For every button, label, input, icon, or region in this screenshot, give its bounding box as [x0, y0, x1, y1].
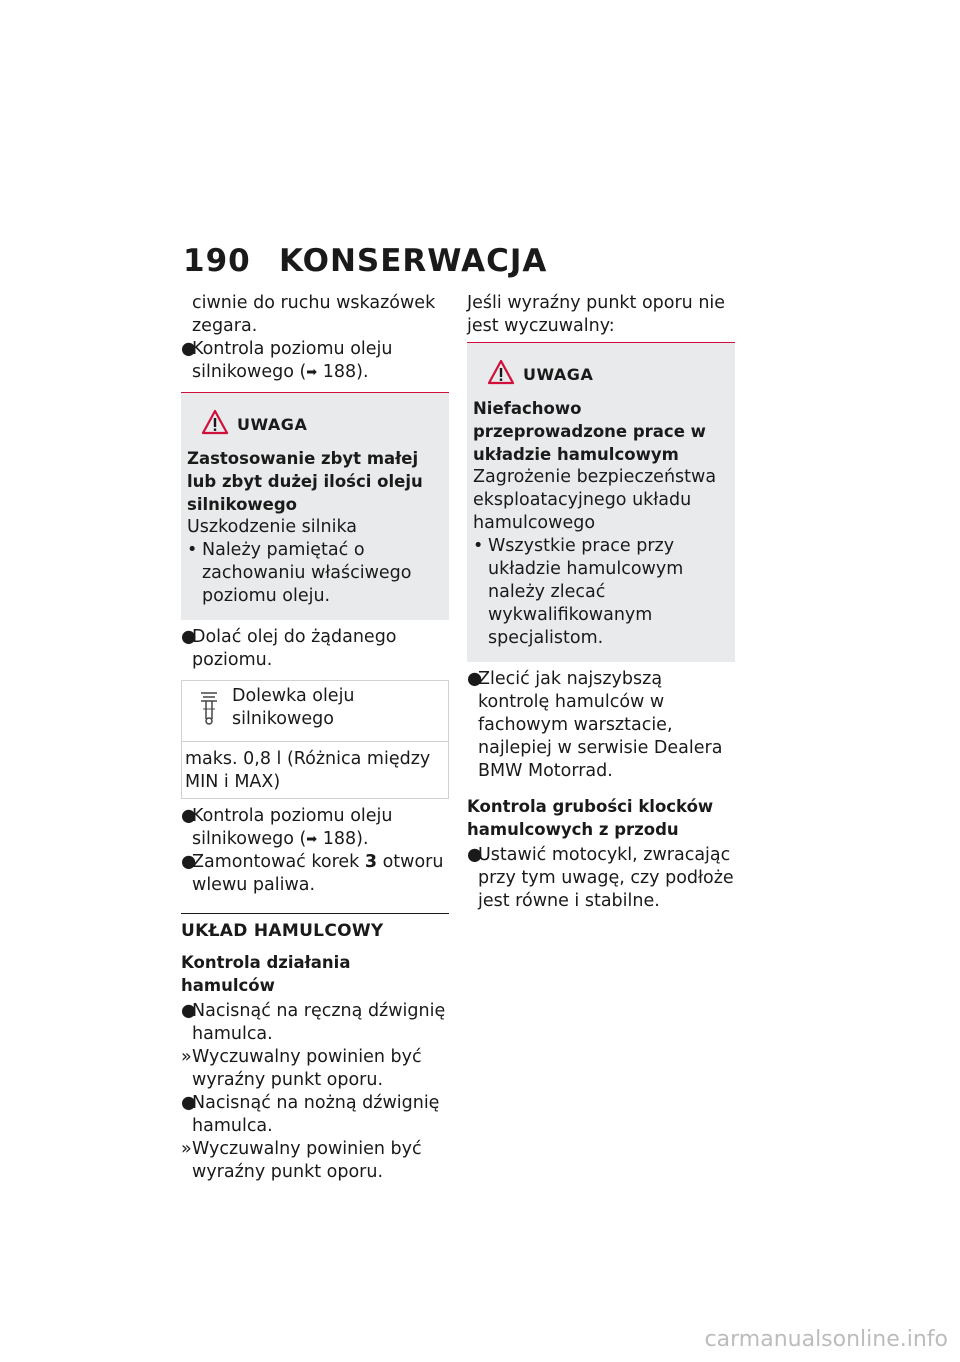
list-item: ● Kontrola poziomu oleju silnikowego (➡ 188).: [181, 806, 393, 849]
bullet-icon: ●: [181, 627, 197, 647]
result-item: » Wyczuwalny powinien być wyraźny punkt oporu.: [181, 1047, 422, 1090]
warning-box: [467, 342, 735, 662]
reference-arrow-icon: ➡: [306, 832, 318, 847]
warning-title: Niefachowo przeprowadzone prace w układzie hamulcowym: [473, 399, 706, 464]
page-title: KONSERWACJA: [279, 243, 548, 279]
result-item: » Wyczuwalny powinien być wyraźny punkt oporu.: [181, 1139, 422, 1182]
section-title: UKŁAD HAMULCOWY: [181, 921, 384, 941]
list-item: ● Zamontować korek 3 otworu wlewu paliwa.: [181, 852, 444, 895]
warning-box: [181, 392, 449, 620]
list-item: ● Kontrola poziomu oleju silnikowego (➡ 188).: [181, 339, 393, 382]
bullet-icon: ●: [467, 845, 483, 865]
bullet-icon: ●: [181, 339, 197, 359]
step-item: ● Nacisnąć na nożną dźwignię hamulca.: [181, 1093, 440, 1136]
watermark: carmanualsonline.info: [704, 1327, 948, 1352]
intro-text: Jeśli wyraźny punkt oporu nie jest wyczuwalny:: [467, 293, 726, 336]
result-arrow-icon: »: [181, 1047, 192, 1067]
list-item: ● Zlecić jak najszybszą kontrolę hamulców w fachowym warsztacie, najlepiej w serwisie Dealera BMW Motorrad.: [467, 669, 723, 781]
subsection-title: Kontrola grubości klocków hamulcowych z przodu: [467, 797, 714, 839]
page-header: [183, 243, 547, 279]
page-number: 190: [183, 243, 251, 279]
bullet-icon: ●: [181, 1001, 197, 1021]
bullet-icon: ●: [181, 806, 197, 826]
page-reference[interactable]: 188).: [322, 829, 369, 849]
reference-arrow-icon: ➡: [306, 365, 318, 380]
result-arrow-icon: »: [181, 1139, 192, 1159]
warning-label: UWAGA: [237, 415, 308, 434]
warning-triangle-icon: [487, 359, 515, 385]
list-item: ● Ustawić motocykl, zwracając przy tym uwagę, czy podłoże jest równe i stabilne.: [467, 845, 734, 911]
section-divider: [181, 913, 449, 943]
spec-label: Dolewka oleju silnikowego: [232, 686, 355, 729]
warning-triangle-icon: [201, 409, 229, 435]
subsection-title: Kontrola działania hamulców: [181, 953, 351, 995]
warning-description: Zagrożenie bezpieczeństwa eksploatacyjnego układu hamulcowego: [473, 467, 717, 533]
continued-text: ciwnie do ruchu wskazówek zegara.: [192, 293, 436, 336]
warning-bullet: • Należy pamiętać o zachowaniu właściwego poziomu oleju.: [187, 540, 412, 606]
warning-bullet: • Wszystkie prace przy układzie hamulcowym należy zlecać wykwalifikowanym specjalistom.: [473, 536, 684, 648]
step-item: ● Nacisnąć na ręczną dźwignię hamulca.: [181, 1001, 446, 1044]
spec-value: maks. 0,8 l (Różnica między MIN i MAX): [185, 749, 431, 792]
oil-dipstick-icon: [199, 689, 219, 727]
page-reference[interactable]: 188).: [322, 362, 369, 382]
bullet-icon: ●: [181, 852, 197, 872]
bullet-icon: ●: [467, 669, 483, 689]
list-item: ● Dolać olej do żądanego poziomu.: [181, 627, 397, 670]
bullet-icon: ●: [181, 1093, 197, 1113]
spec-table: [181, 680, 449, 799]
warning-title: Zastosowanie zbyt małej lub zbyt dużej ilości oleju silnikowego: [187, 449, 423, 514]
part-number: 3: [364, 852, 378, 872]
warning-label: UWAGA: [523, 365, 594, 384]
left-column: [181, 292, 449, 1184]
warning-description: Uszkodzenie silnika: [187, 517, 358, 537]
right-column: [467, 292, 735, 913]
